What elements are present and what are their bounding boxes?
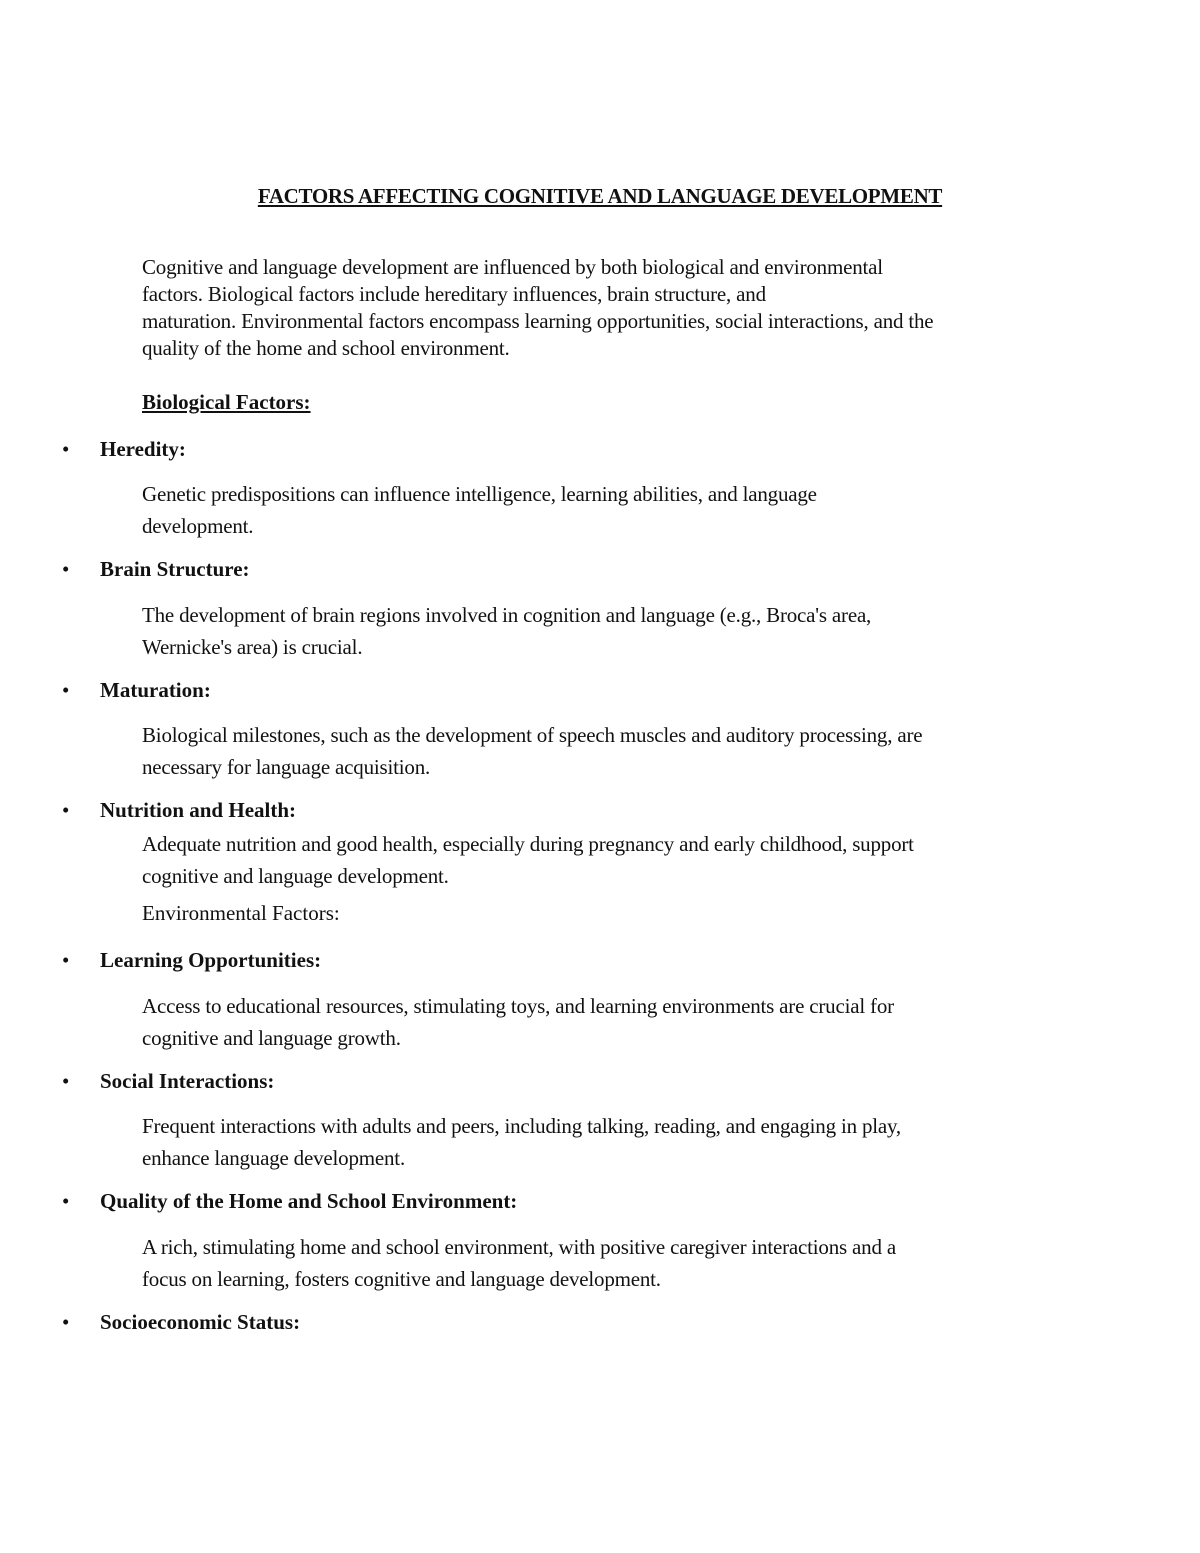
document-title: FACTORS AFFECTING COGNITIVE AND LANGUAGE DEVELOPMENT: [257, 184, 943, 208]
description-line: cognitive and language growth.: [142, 1026, 401, 1050]
factor-label: Brain Structure:: [100, 557, 250, 581]
bullet-marker: •: [62, 798, 70, 822]
biological-factors-heading: Biological Factors:: [142, 390, 311, 414]
description-line: Adequate nutrition and good health, especially during pregnancy and early childhood, support: [142, 832, 914, 856]
factor-description: [142, 599, 1072, 663]
description-line: Frequent interactions with adults and peers, including talking, reading, and engaging in play,: [142, 1114, 901, 1138]
factor-label: Social Interactions:: [100, 1069, 275, 1093]
factor-label: Learning Opportunities:: [100, 948, 322, 972]
intro-line: factors. Biological factors include hereditary influences, brain structure, and: [142, 282, 766, 306]
factor-label: Maturation:: [100, 678, 211, 702]
bullet-marker: •: [62, 557, 70, 581]
description-line: enhance language development.: [142, 1146, 405, 1170]
intro-paragraph: [142, 254, 1072, 362]
description-line: cognitive and language development.: [142, 864, 449, 888]
intro-line: maturation. Environmental factors encompass learning opportunities, social interactions, and the: [142, 309, 934, 333]
factor-description: [142, 990, 1072, 1054]
intro-line: quality of the home and school environment.: [142, 336, 510, 360]
bullet-marker: •: [62, 1069, 70, 1093]
factor-description: [142, 1231, 1072, 1295]
bullet-marker: •: [62, 678, 70, 702]
description-line: Wernicke's area) is crucial.: [142, 635, 363, 659]
intro-line: Cognitive and language development are influenced by both biological and environmental: [142, 255, 883, 279]
description-line: Access to educational resources, stimulating toys, and learning environments are crucial for: [142, 994, 894, 1018]
description-line: development.: [142, 514, 254, 538]
bullet-marker: •: [62, 948, 70, 972]
factor-description: [142, 1110, 1072, 1174]
environmental-factors-heading: Environmental Factors:: [142, 901, 340, 925]
factor-label: Nutrition and Health:: [100, 798, 297, 822]
factor-description: [142, 478, 1072, 542]
description-line: necessary for language acquisition.: [142, 755, 431, 779]
description-line: A rich, stimulating home and school environment, with positive caregiver interactions and a: [142, 1235, 896, 1259]
description-line: Biological milestones, such as the development of speech muscles and auditory processing, are: [142, 723, 923, 747]
bullet-marker: •: [62, 437, 70, 461]
description-line: focus on learning, fosters cognitive and language development.: [142, 1267, 661, 1291]
description-line: Genetic predispositions can influence intelligence, learning abilities, and language: [142, 482, 817, 506]
factor-label: Heredity:: [100, 437, 186, 461]
factor-label: Socioeconomic Status:: [100, 1310, 301, 1334]
bullet-marker: •: [62, 1189, 70, 1213]
bullet-marker: •: [62, 1310, 70, 1334]
factor-label: Quality of the Home and School Environment:: [100, 1189, 518, 1213]
factor-description: [142, 828, 1072, 892]
factor-description: [142, 719, 1072, 783]
description-line: The development of brain regions involved in cognition and language (e.g., Broca's area,: [142, 603, 872, 627]
